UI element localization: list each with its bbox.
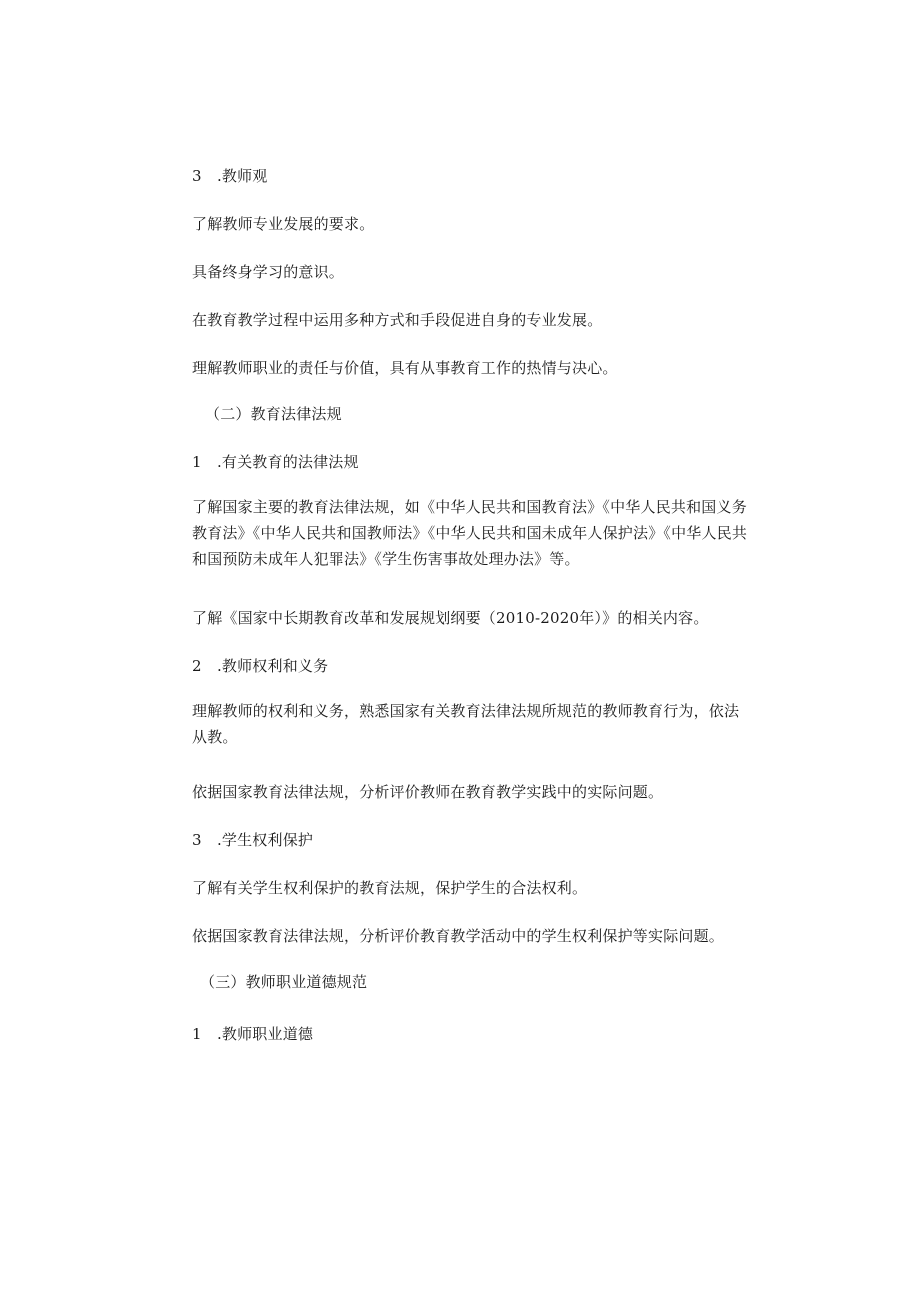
paragraph: 依据国家教育法律法规，分析评价教师在教育教学实践中的实际问题。 bbox=[192, 783, 664, 801]
paragraph: 依据国家教育法律法规，分析评价教育教学活动中的学生权利保护等实际问题。 bbox=[192, 927, 725, 945]
section-heading-education-law: （二）教育法律法规 bbox=[205, 405, 342, 423]
paragraph: 具备终身学习的意识。 bbox=[192, 263, 345, 281]
paragraph: 了解有关学生权利保护的教育法规，保护学生的合法权利。 bbox=[192, 879, 588, 897]
paragraph: 理解教师职业的责任与价值，具有从事教育工作的热情与决心。 bbox=[192, 359, 618, 377]
heading-education-laws: 1 .有关教育的法律法规 bbox=[192, 453, 359, 471]
heading-teacher-view: 3 .教师观 bbox=[192, 167, 268, 185]
paragraph-teacher-rights: 理解教师的权利和义务，熟悉国家有关教育法律法规所规范的教师教育行为，依法从教。 bbox=[192, 702, 740, 746]
paragraph: 在教育教学过程中运用多种方式和手段促进自身的专业发展。 bbox=[192, 311, 603, 329]
heading-student-rights: 3 .学生权利保护 bbox=[192, 831, 314, 849]
section-heading-ethics: （三）教师职业道德规范 bbox=[200, 973, 368, 991]
paragraph: 了解教师专业发展的要求。 bbox=[192, 215, 375, 233]
paragraph: 了解《国家中长期教育改革和发展规划纲要（2010-2020年）》的相关内容。 bbox=[192, 609, 709, 627]
heading-teacher-rights: 2 .教师权利和义务 bbox=[192, 657, 329, 675]
heading-teacher-ethics: 1 .教师职业道德 bbox=[192, 1025, 314, 1043]
paragraph-laws-list: 了解国家主要的教育法律法规，如《中华人民共和国教育法》《中华人民共和国义务教育法》《中华人民共和国教师法》《中华人民共和国未成年人保护法》《中华人民共和国预防未成年人犯罪法》《学生伤害事故处理办法》等。 bbox=[192, 498, 748, 568]
